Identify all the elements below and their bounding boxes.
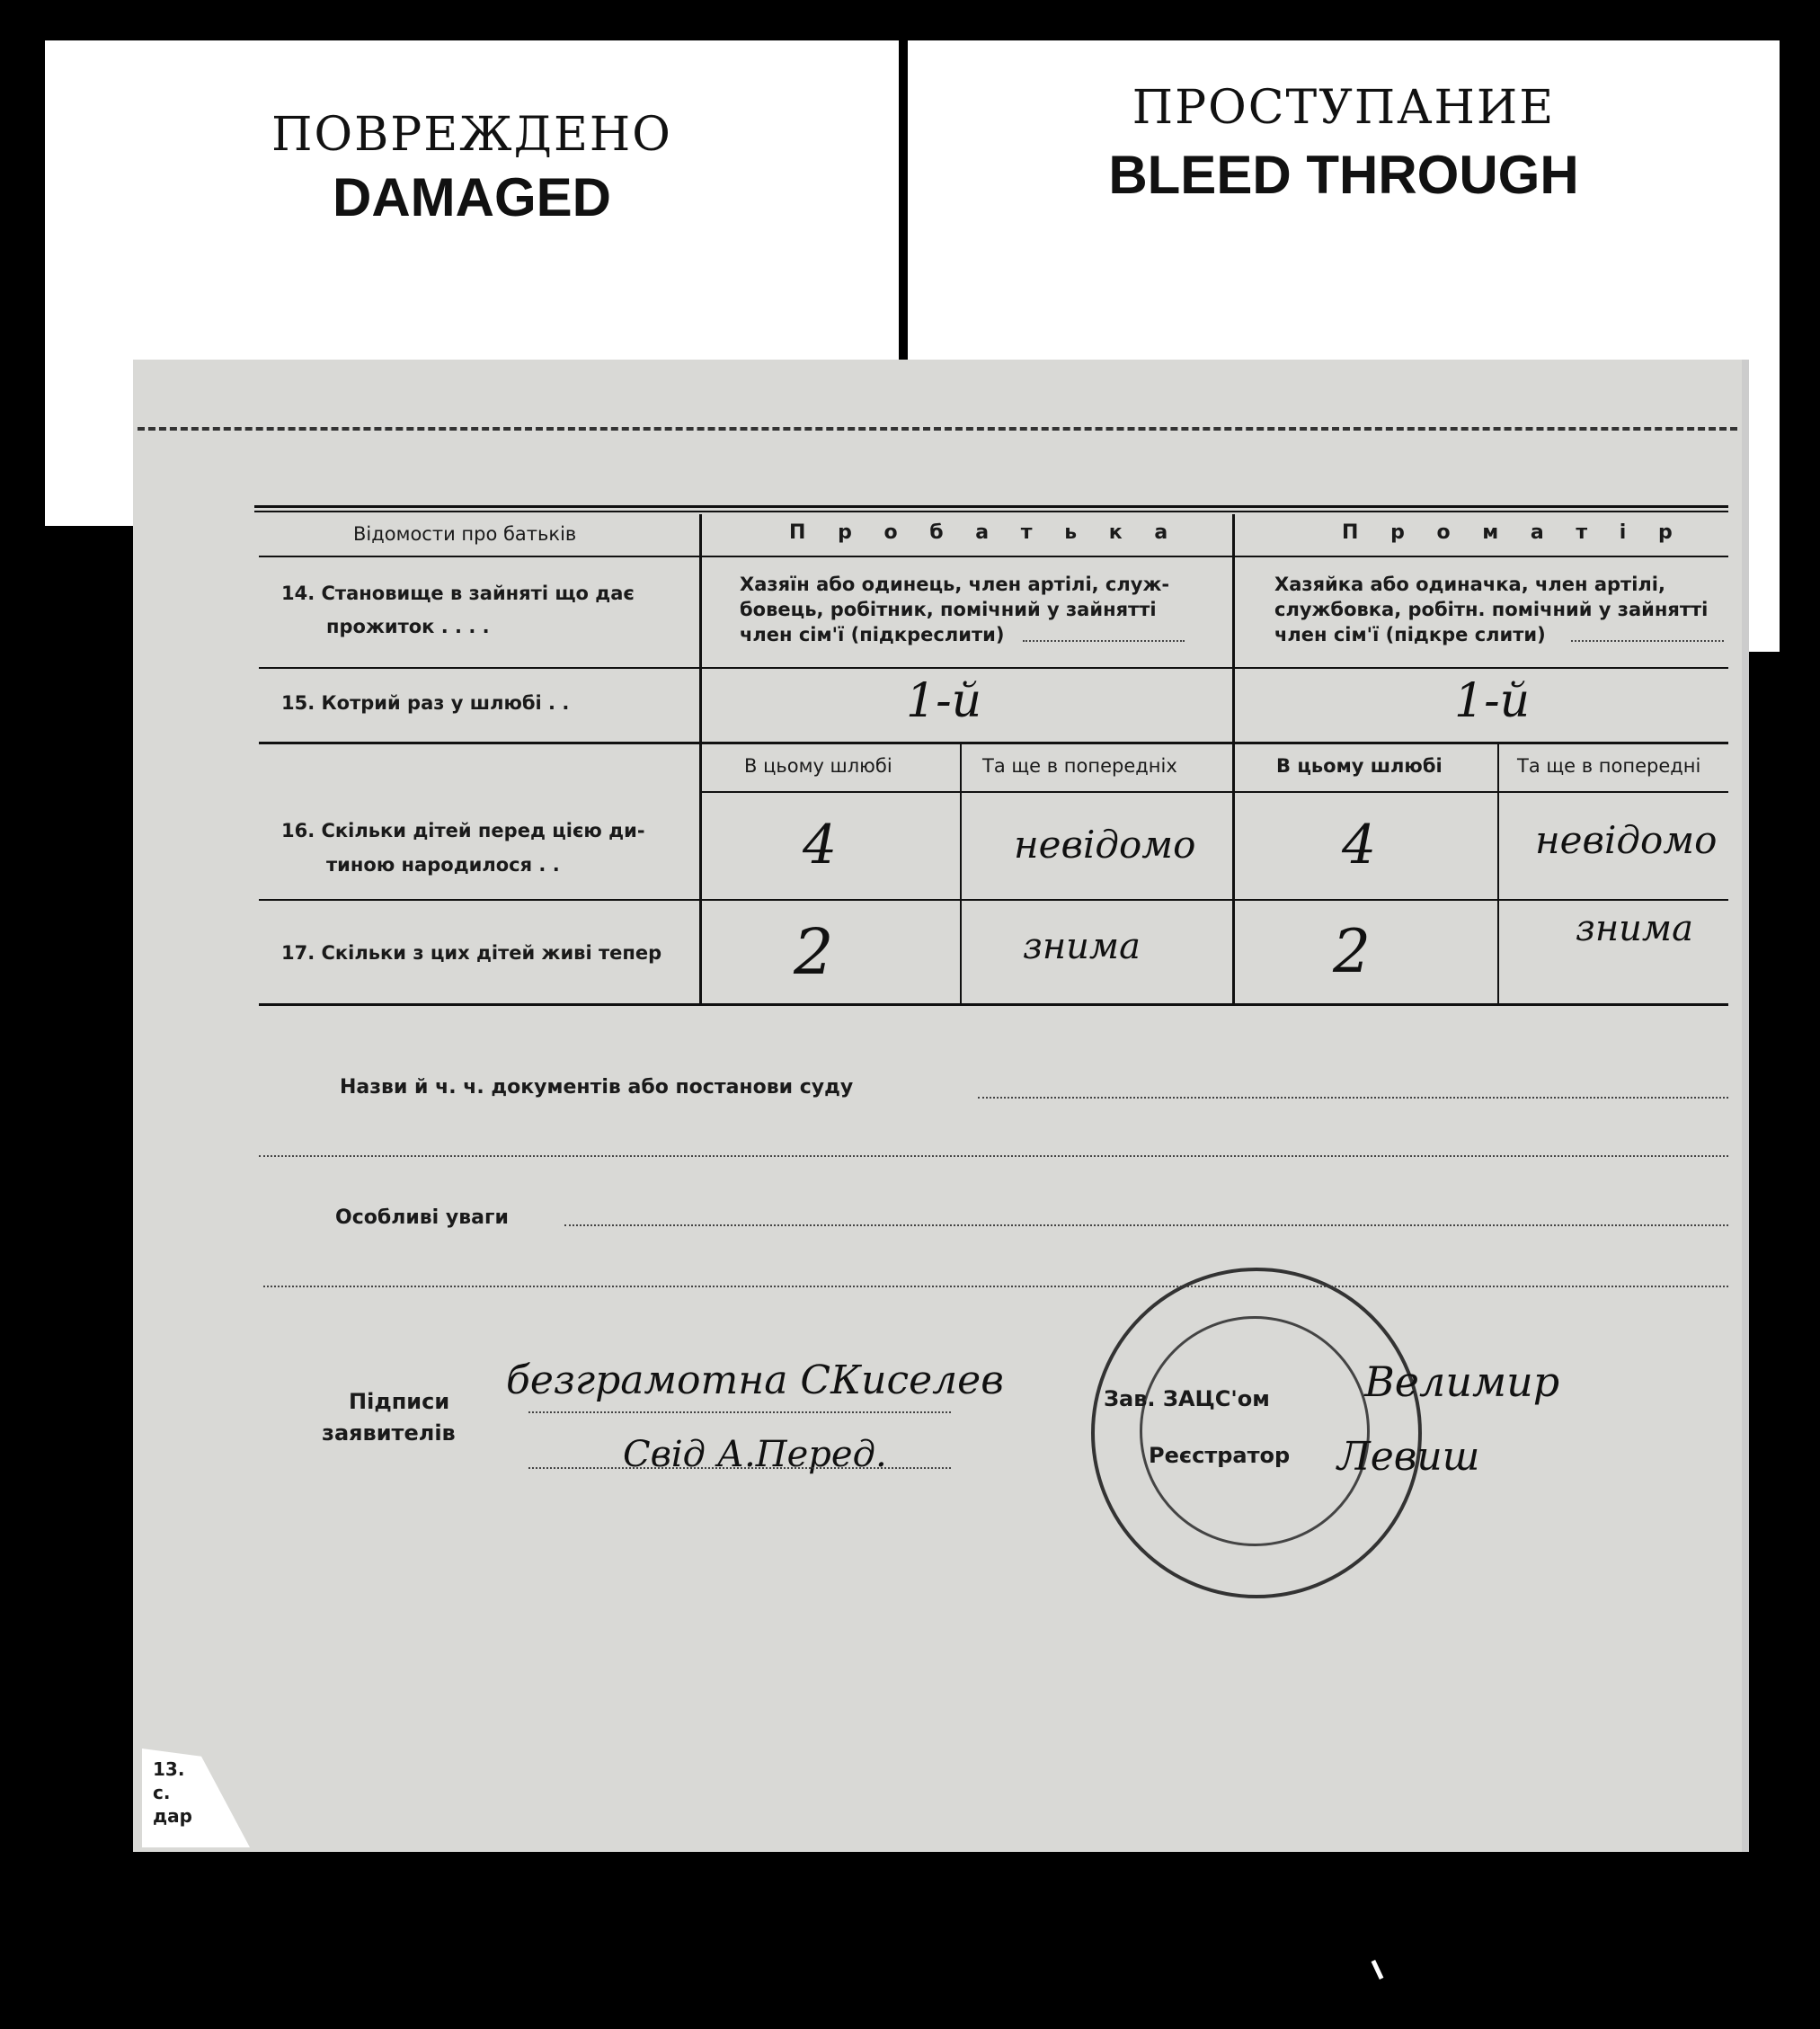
table-bottom-border bbox=[259, 1003, 1728, 1006]
documents-label: Назви й ч. ч. документів або постанови суду bbox=[340, 1076, 854, 1099]
signature-line-2 bbox=[528, 1467, 951, 1469]
row14-father-line3: член сім'ї (підкреслити) bbox=[740, 624, 1005, 645]
registrar-label: Реєстратор bbox=[1149, 1443, 1291, 1468]
row15-label: 15. Котрий раз у шлюбі . . bbox=[281, 692, 570, 714]
damaged-label-en: DAMAGED bbox=[333, 167, 611, 227]
row16-mother-this: 4 bbox=[1342, 814, 1377, 877]
row16-divider bbox=[259, 899, 1728, 901]
remarks-dots bbox=[564, 1224, 1728, 1226]
corner-fragment-text bbox=[153, 1758, 192, 1828]
document-sheet bbox=[133, 360, 1742, 1852]
header-father: П р о б а т ь к а bbox=[789, 521, 1181, 544]
remarks-label: Особливі уваги bbox=[335, 1206, 509, 1229]
row14-father-line1: Хазяїн або одинець, член артілі, служ- bbox=[740, 574, 1170, 595]
row17-label: 17. Скільки з цих дітей живі тепер bbox=[281, 942, 662, 964]
corner-fragment-line3: дар bbox=[153, 1805, 192, 1827]
subheader-father-prev: Та ще в попередніх bbox=[982, 755, 1177, 777]
row16-father-this: 4 bbox=[803, 814, 838, 877]
row15-divider bbox=[259, 742, 1728, 744]
head-signature: Велимир bbox=[1364, 1357, 1560, 1406]
signatures-label-line1: Підписи bbox=[349, 1389, 450, 1414]
bleed-through-label-en: BLEED THROUGH bbox=[1108, 145, 1579, 205]
column-divider-father bbox=[960, 744, 962, 1005]
corner-fragment-line2: с. bbox=[153, 1782, 171, 1803]
damaged-label-ru: ПОВРЕЖДЕНО bbox=[271, 108, 672, 162]
subheader-divider bbox=[699, 791, 1728, 793]
row14-mother-line1: Хазяйка або одиначка, член артілі, bbox=[1274, 574, 1665, 595]
column-divider-1 bbox=[699, 514, 702, 1005]
header-divider bbox=[259, 556, 1728, 557]
row16-father-prev: невідомо bbox=[1014, 823, 1196, 867]
remarks-dots-2 bbox=[263, 1286, 1728, 1287]
row14-label-line1: 14. Становище в зайняті що дає bbox=[281, 583, 635, 604]
row15-father-value: 1-й bbox=[906, 674, 982, 728]
row15-mother-value: 1-й bbox=[1454, 674, 1531, 728]
signature-line-1 bbox=[528, 1411, 951, 1413]
row14-mother-line2: службовка, робітн. помічний у зайнятті bbox=[1274, 599, 1709, 620]
row17-mother-prev: знима bbox=[1576, 908, 1693, 949]
perforation-line bbox=[138, 427, 1737, 431]
film-scratch bbox=[1372, 1960, 1384, 1980]
table-top-border-double bbox=[254, 511, 1728, 512]
signature-applicant-1: безграмотна СКиселев bbox=[506, 1357, 1004, 1403]
row14-mother-line3: член сім'ї (підкре слити) bbox=[1274, 624, 1546, 645]
subheader-father-this: В цьому шлюбі bbox=[744, 755, 892, 777]
header-mother: П р о м а т і р bbox=[1342, 521, 1685, 544]
signatures-label-line2: заявителів bbox=[322, 1420, 456, 1446]
corner-fragment-line1: 13. bbox=[153, 1758, 185, 1780]
row17-mother-this: 2 bbox=[1333, 917, 1371, 986]
signature-applicant-2: Свід А.Перед. bbox=[623, 1434, 887, 1475]
column-divider-mother bbox=[1497, 744, 1499, 1005]
row16-label-line1: 16. Скільки дітей перед цією ди- bbox=[281, 820, 645, 841]
registrar-signature: Левиш bbox=[1337, 1434, 1480, 1480]
row17-father-this: 2 bbox=[794, 915, 834, 989]
official-seal bbox=[1091, 1268, 1422, 1598]
row14-label-line2: прожиток . . . . bbox=[326, 616, 490, 637]
documents-dots-2 bbox=[259, 1155, 1728, 1157]
row17-father-prev: знима bbox=[1023, 926, 1141, 967]
row14-mother-dots bbox=[1571, 640, 1724, 642]
row14-father-dots bbox=[1023, 640, 1185, 642]
column-divider-2 bbox=[1232, 514, 1235, 1005]
head-label: Зав. ЗАЦС'ом bbox=[1104, 1386, 1270, 1411]
subheader-mother-this: В цьому шлюбі bbox=[1276, 755, 1443, 777]
row14-divider bbox=[259, 667, 1728, 669]
subheader-mother-prev: Та ще в попередні bbox=[1517, 755, 1701, 777]
row14-father-line2: бовець, робітник, помічний у зайнятті bbox=[740, 599, 1157, 620]
row16-mother-prev: невідомо bbox=[1535, 818, 1718, 862]
header-parents-info: Відомости про батьків bbox=[353, 523, 577, 545]
bleed-through-label-ru: ПРОСТУПАНИЕ bbox=[1132, 81, 1556, 135]
row16-label-line2: тиною народилося . . bbox=[326, 854, 560, 876]
documents-dots bbox=[978, 1097, 1728, 1099]
table-top-border bbox=[254, 505, 1728, 508]
